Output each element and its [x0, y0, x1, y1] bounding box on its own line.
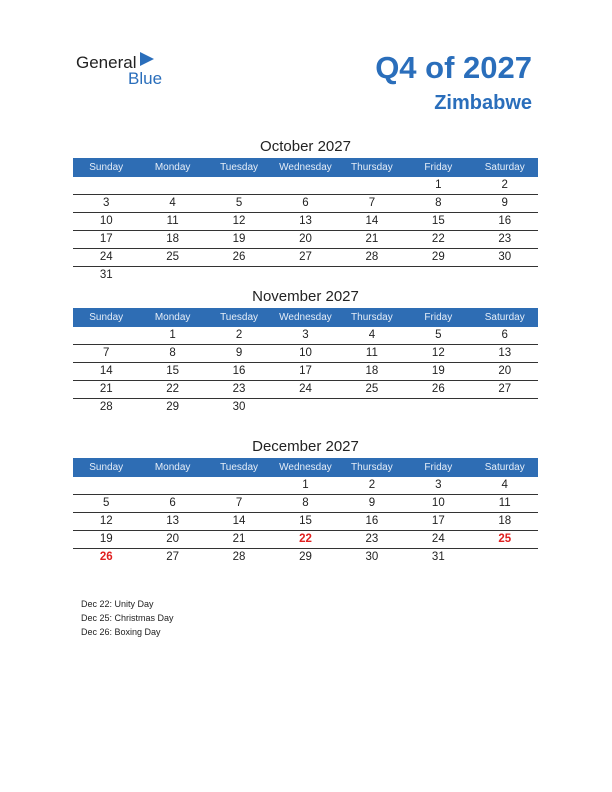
day-cell: 25	[365, 383, 379, 395]
day-cell: 13	[299, 215, 312, 227]
day-cell: 9	[501, 197, 508, 209]
empty-day-cell	[206, 267, 272, 284]
day-cell: 5	[435, 329, 442, 341]
weekday-label: Friday	[424, 462, 453, 473]
weekday-label: Tuesday	[220, 312, 259, 323]
empty-day-cell	[272, 177, 338, 194]
weekday-label: Monday	[154, 462, 191, 473]
day-cell: 16	[365, 515, 379, 527]
empty-day-cell	[339, 177, 405, 194]
day-cell: 24	[431, 533, 445, 545]
day-cell: 7	[235, 497, 243, 509]
day-cell: 10	[431, 497, 445, 509]
weekday-label: Saturday	[484, 162, 525, 173]
day-cell: 24	[299, 383, 312, 395]
month-title: November 2027	[252, 288, 359, 305]
holiday-note: Dec 26: Boxing Day	[81, 627, 161, 637]
weekday-label: Thursday	[351, 162, 393, 173]
day-cell: 29	[431, 251, 445, 263]
day-cell: 31	[431, 551, 445, 563]
week-row	[73, 381, 538, 399]
day-cell: 10	[99, 215, 113, 227]
day-cell: 22	[299, 533, 312, 545]
weekday-label: Friday	[424, 162, 453, 173]
day-cell: 25	[166, 251, 180, 263]
month-november	[73, 286, 538, 416]
week-row	[73, 363, 538, 381]
week-row	[73, 531, 538, 549]
day-cell: 7	[103, 347, 110, 359]
day-cell: 19	[99, 533, 113, 545]
day-cell: 17	[299, 365, 312, 377]
day-cell: 26	[99, 551, 113, 563]
empty-day-cell	[139, 177, 205, 194]
week-row	[73, 267, 538, 284]
week-row	[73, 213, 538, 231]
day-cell: 19	[431, 365, 445, 377]
empty-day-cell	[272, 399, 338, 416]
empty-day-cell	[139, 477, 205, 494]
empty-day-cell	[405, 399, 471, 416]
day-cell: 6	[169, 497, 176, 509]
logo-text-blue: Blue	[128, 69, 163, 88]
week-row	[73, 195, 538, 213]
empty-day-cell	[339, 267, 405, 284]
empty-day-cell	[272, 267, 338, 284]
weekday-label: Wednesday	[279, 312, 332, 323]
day-cell: 8	[435, 197, 442, 209]
day-cell: 22	[166, 383, 180, 395]
day-cell: 20	[498, 365, 512, 377]
day-cell: 18	[498, 515, 512, 527]
weekday-label: Sunday	[89, 162, 124, 173]
logo-text-general: General	[76, 53, 137, 72]
empty-day-cell	[73, 327, 139, 344]
day-cell: 12	[232, 215, 246, 227]
weekday-label: Friday	[424, 312, 453, 323]
day-cell: 23	[365, 533, 379, 545]
week-row	[73, 399, 538, 416]
day-cell: 8	[169, 347, 176, 359]
day-cell: 24	[99, 251, 113, 263]
day-cell: 11	[166, 215, 179, 227]
day-cell: 20	[299, 233, 312, 245]
day-cell: 28	[99, 401, 113, 413]
day-cell: 9	[235, 347, 243, 359]
page-title: Q4 of 2027	[375, 50, 532, 85]
weekday-label: Wednesday	[279, 162, 332, 173]
empty-day-cell	[405, 267, 471, 284]
weekday-label: Tuesday	[220, 462, 259, 473]
holiday-note: Dec 25: Christmas Day	[81, 613, 174, 623]
weekday-header	[73, 308, 538, 327]
empty-day-cell	[472, 399, 538, 416]
day-cell: 4	[169, 197, 176, 209]
day-cell: 23	[232, 383, 246, 395]
day-cell: 26	[431, 383, 445, 395]
holiday-notes	[81, 597, 174, 639]
day-cell: 15	[431, 215, 445, 227]
day-cell: 29	[299, 551, 312, 563]
day-cell: 15	[166, 365, 180, 377]
day-cell: 2	[501, 179, 508, 191]
day-cell: 8	[302, 497, 309, 509]
week-row	[73, 249, 538, 267]
day-cell: 15	[299, 515, 312, 527]
weekday-label: Thursday	[351, 312, 393, 323]
day-cell: 21	[232, 533, 246, 545]
day-cell: 3	[103, 197, 110, 209]
month-title: October 2027	[260, 138, 351, 155]
empty-day-cell	[73, 477, 139, 494]
day-cell: 30	[365, 551, 379, 563]
weekday-label: Saturday	[484, 462, 525, 473]
weekday-header	[73, 158, 538, 177]
weekday-label: Sunday	[89, 462, 124, 473]
day-cell: 3	[435, 479, 442, 491]
day-cell: 27	[166, 551, 180, 563]
empty-day-cell	[472, 267, 538, 284]
day-cell: 2	[235, 329, 243, 341]
weekday-label: Monday	[154, 312, 191, 323]
week-row	[73, 177, 538, 195]
day-cell: 11	[365, 347, 378, 359]
empty-day-cell	[206, 177, 272, 194]
day-cell: 4	[501, 479, 508, 491]
day-cell: 31	[99, 269, 113, 281]
day-cell: 14	[99, 365, 113, 377]
day-cell: 17	[99, 233, 113, 245]
week-row	[73, 549, 538, 566]
day-cell: 5	[235, 197, 243, 209]
country-name: Zimbabwe	[434, 92, 532, 114]
day-cell: 2	[368, 479, 376, 491]
day-cell: 17	[431, 515, 445, 527]
day-cell: 21	[365, 233, 379, 245]
day-cell: 22	[431, 233, 445, 245]
day-cell: 12	[431, 347, 445, 359]
holiday-note: Dec 22: Unity Day	[81, 599, 154, 609]
day-cell: 21	[99, 383, 113, 395]
weekday-label: Wednesday	[279, 462, 332, 473]
day-cell: 16	[232, 365, 246, 377]
day-cell: 13	[166, 515, 180, 527]
weekday-header	[73, 458, 538, 477]
day-cell: 5	[103, 497, 110, 509]
month-title: December 2027	[252, 438, 359, 455]
day-cell: 25	[498, 533, 512, 545]
day-cell: 1	[302, 479, 309, 491]
day-cell: 14	[365, 215, 379, 227]
weekday-label: Tuesday	[220, 162, 259, 173]
week-row	[73, 477, 538, 495]
day-cell: 28	[365, 251, 379, 263]
day-cell: 30	[498, 251, 512, 263]
day-cell: 3	[302, 329, 309, 341]
day-cell: 10	[299, 347, 312, 359]
day-cell: 9	[368, 497, 376, 509]
day-cell: 27	[299, 251, 312, 263]
day-cell: 1	[435, 179, 442, 191]
empty-day-cell	[139, 267, 205, 284]
day-cell: 20	[166, 533, 180, 545]
logo	[76, 52, 176, 88]
day-cell: 11	[498, 497, 511, 509]
day-cell: 6	[501, 329, 508, 341]
week-row	[73, 345, 538, 363]
weekday-label: Monday	[154, 162, 191, 173]
day-cell: 19	[232, 233, 246, 245]
day-cell: 4	[368, 329, 376, 341]
day-cell: 18	[166, 233, 180, 245]
day-cell: 23	[498, 233, 512, 245]
day-cell: 1	[169, 329, 176, 341]
weekday-label: Thursday	[351, 462, 393, 473]
day-cell: 29	[166, 401, 180, 413]
day-cell: 16	[498, 215, 512, 227]
day-cell: 30	[232, 401, 246, 413]
month-december	[73, 436, 538, 566]
day-cell: 18	[365, 365, 379, 377]
empty-day-cell	[73, 177, 139, 194]
day-cell: 26	[232, 251, 246, 263]
day-cell: 27	[498, 383, 512, 395]
week-row	[73, 231, 538, 249]
empty-day-cell	[339, 399, 405, 416]
empty-day-cell	[206, 477, 272, 494]
day-cell: 6	[302, 197, 309, 209]
weekday-label: Saturday	[484, 312, 525, 323]
logo-flag-icon	[140, 52, 154, 66]
day-cell: 14	[232, 515, 246, 527]
empty-day-cell	[472, 549, 538, 566]
month-october	[73, 136, 538, 284]
weekday-label: Sunday	[89, 312, 124, 323]
week-row	[73, 513, 538, 531]
day-cell: 12	[99, 515, 113, 527]
day-cell: 13	[498, 347, 512, 359]
week-row	[73, 327, 538, 345]
day-cell: 7	[368, 197, 376, 209]
day-cell: 28	[232, 551, 246, 563]
week-row	[73, 495, 538, 513]
